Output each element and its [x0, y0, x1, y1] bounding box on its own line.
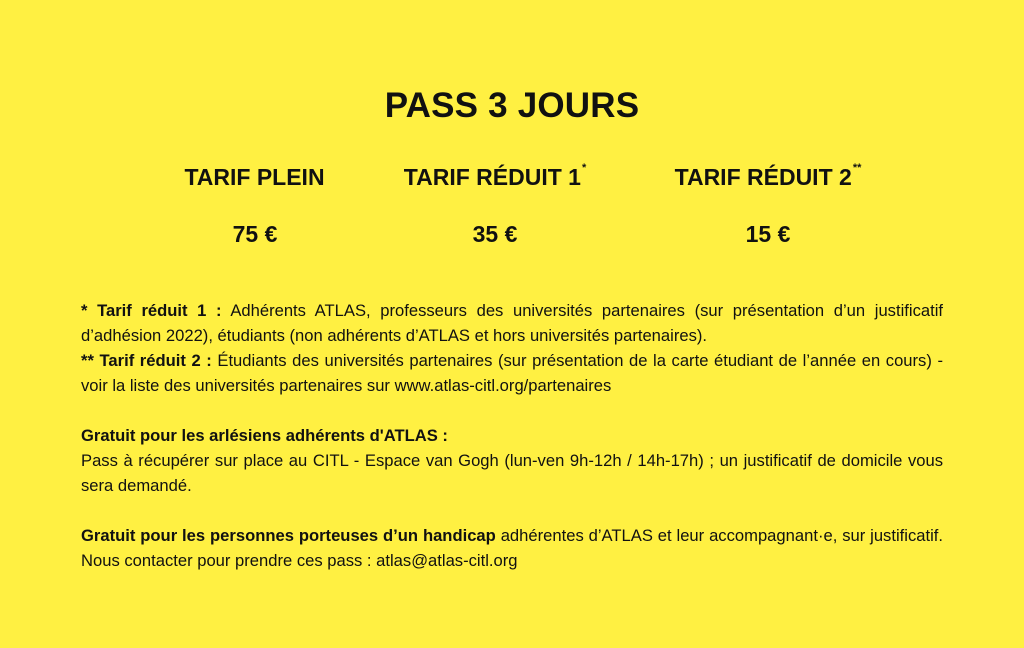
- tariff-price: 75 €: [232, 221, 278, 247]
- spacer: [81, 498, 943, 523]
- tariff-plein: [155, 164, 355, 248]
- tariff-reduit-2: [648, 164, 888, 248]
- notes-section: [81, 298, 943, 573]
- note-reduit-1-label: * Tarif réduit 1 :: [81, 301, 222, 320]
- note-handicap: [81, 523, 943, 573]
- tariff-reduit-1: [380, 164, 610, 248]
- note-reduit-2: [81, 348, 943, 398]
- note-arlesiens-label: Gratuit pour les arlésiens adhérents d'ATLAS :: [81, 426, 448, 445]
- spacer: [81, 398, 943, 423]
- note-reduit-1-text: Adhérents ATLAS, professeurs des universités partenaires (sur présentation d’un justificatif d’adhésion 2022), étudiants (non adhérents d’ATLAS et hors universités partenaires).: [81, 301, 944, 345]
- tariff-price: 35 €: [472, 221, 518, 247]
- tariff-price: 15 €: [745, 221, 791, 247]
- note-reduit-2-label: ** Tarif réduit 2 :: [81, 351, 212, 370]
- tariff-label: [380, 164, 610, 191]
- tariff-label-text: TARIF RÉDUIT 1: [403, 164, 581, 190]
- note-reduit-1: [81, 298, 943, 348]
- tariff-label: [648, 164, 888, 191]
- note-handicap-text: adhérentes d’ATLAS et leur accompagnant·e, sur justificatif. Nous contacter pour prendre ces pass : atlas@atlas-citl.org: [81, 526, 943, 570]
- tariff-label-text: TARIF PLEIN: [184, 164, 325, 190]
- note-reduit-2-text: Étudiants des universités partenaires (sur présentation de la carte étudiant de l’année en cours) - voir la liste des universités partenaires sur www.atlas-citl.org/partenaires: [81, 351, 943, 395]
- tariff-label: [155, 164, 355, 191]
- page-title: PASS 3 JOURS: [384, 86, 640, 125]
- note-arlesiens-heading: [81, 423, 943, 448]
- tariff-label-text: TARIF RÉDUIT 2: [674, 164, 852, 190]
- tariff-marker: **: [852, 162, 862, 174]
- note-handicap-label: Gratuit pour les personnes porteuses d’un handicap: [81, 526, 496, 545]
- tariff-marker: *: [581, 162, 587, 174]
- note-arlesiens-text: Pass à récupérer sur place au CITL - Espace van Gogh (lun-ven 9h-12h / 14h-17h) ; un justificatif de domicile vous sera demandé.: [81, 451, 943, 495]
